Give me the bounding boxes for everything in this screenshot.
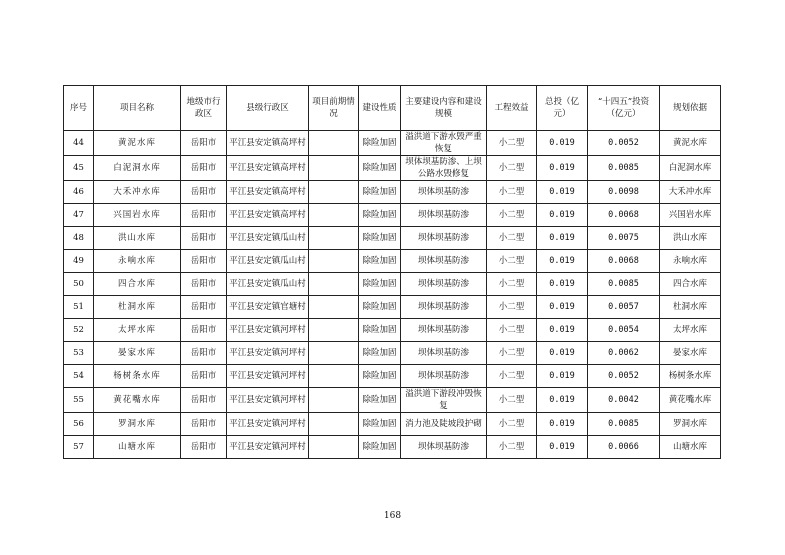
table-row — [64, 388, 721, 413]
cell-14th-fyp-investment: 0.0075 — [588, 227, 660, 250]
cell-prefecture: 岳阳市 — [181, 436, 227, 459]
cell-preliminary — [309, 273, 359, 296]
header-index: 序号 — [64, 86, 94, 131]
cell-total-investment: 0.019 — [537, 365, 588, 388]
cell-preliminary — [309, 204, 359, 227]
cell-county: 平江县安定镇瓜山村 — [227, 273, 309, 296]
cell-construction-type: 除险加固 — [359, 250, 401, 273]
cell-prefecture: 岳阳市 — [181, 131, 227, 156]
cell-14th-fyp-investment: 0.0068 — [588, 250, 660, 273]
cell-construction-type: 除险加固 — [359, 319, 401, 342]
cell-prefecture: 岳阳市 — [181, 156, 227, 181]
cell-index: 50 — [64, 273, 94, 296]
cell-project-name: 白泥洞水库 — [94, 156, 181, 181]
cell-benefit: 小二型 — [487, 388, 537, 413]
cell-county: 平江县安定镇官塘村 — [227, 296, 309, 319]
cell-preliminary — [309, 131, 359, 156]
cell-content-scale: 坝体坝基防渗 — [401, 204, 487, 227]
header-county: 县级行政区 — [227, 86, 309, 131]
cell-benefit: 小二型 — [487, 156, 537, 181]
cell-prefecture: 岳阳市 — [181, 273, 227, 296]
header-14th-fyp-investment: “十四五”投资（亿元） — [588, 86, 660, 131]
cell-preliminary — [309, 181, 359, 204]
cell-project-name: 洪山水库 — [94, 227, 181, 250]
cell-planning-basis: 大禾冲水库 — [660, 181, 721, 204]
cell-total-investment: 0.019 — [537, 388, 588, 413]
cell-14th-fyp-investment: 0.0068 — [588, 204, 660, 227]
cell-preliminary — [309, 296, 359, 319]
cell-preliminary — [309, 436, 359, 459]
cell-14th-fyp-investment: 0.0054 — [588, 319, 660, 342]
header-planning-basis: 规划依据 — [660, 86, 721, 131]
cell-project-name: 晏家水库 — [94, 342, 181, 365]
cell-benefit: 小二型 — [487, 204, 537, 227]
page-number: 168 — [383, 511, 402, 521]
cell-content-scale: 坝体坝基防渗 — [401, 181, 487, 204]
cell-prefecture: 岳阳市 — [181, 413, 227, 436]
cell-14th-fyp-investment: 0.0052 — [588, 365, 660, 388]
table-body — [64, 131, 721, 459]
cell-county: 平江县安定镇高坪村 — [227, 204, 309, 227]
header-prefecture: 地级市行政区 — [181, 86, 227, 131]
header-preliminary: 项目前期情况 — [309, 86, 359, 131]
cell-content-scale: 溢洪道下游水毁严重恢复 — [401, 131, 487, 156]
cell-index: 53 — [64, 342, 94, 365]
cell-construction-type: 除险加固 — [359, 227, 401, 250]
table-row — [64, 250, 721, 273]
cell-preliminary — [309, 319, 359, 342]
table-header-row — [64, 86, 721, 131]
cell-prefecture: 岳阳市 — [181, 319, 227, 342]
header-benefit: 工程效益 — [487, 86, 537, 131]
cell-content-scale: 坝体坝基防渗 — [401, 342, 487, 365]
table-row — [64, 319, 721, 342]
table-row — [64, 273, 721, 296]
cell-project-name: 杨树条水库 — [94, 365, 181, 388]
cell-total-investment: 0.019 — [537, 296, 588, 319]
cell-planning-basis: 杜洞水库 — [660, 296, 721, 319]
cell-benefit: 小二型 — [487, 181, 537, 204]
cell-planning-basis: 洪山水库 — [660, 227, 721, 250]
cell-index: 45 — [64, 156, 94, 181]
cell-planning-basis: 永响水库 — [660, 250, 721, 273]
cell-index: 47 — [64, 204, 94, 227]
cell-content-scale: 坝体坝基防渗 — [401, 273, 487, 296]
cell-14th-fyp-investment: 0.0066 — [588, 436, 660, 459]
cell-construction-type: 除险加固 — [359, 156, 401, 181]
cell-project-name: 山塘水库 — [94, 436, 181, 459]
cell-planning-basis: 黄花嘴水库 — [660, 388, 721, 413]
cell-prefecture: 岳阳市 — [181, 365, 227, 388]
cell-index: 48 — [64, 227, 94, 250]
cell-planning-basis: 黄泥水库 — [660, 131, 721, 156]
header-project-name: 项目名称 — [94, 86, 181, 131]
cell-construction-type: 除险加固 — [359, 273, 401, 296]
cell-planning-basis: 白泥洞水库 — [660, 156, 721, 181]
cell-14th-fyp-investment: 0.0042 — [588, 388, 660, 413]
cell-index: 44 — [64, 131, 94, 156]
cell-index: 55 — [64, 388, 94, 413]
cell-total-investment: 0.019 — [537, 413, 588, 436]
cell-project-name: 太坪水库 — [94, 319, 181, 342]
table-row — [64, 365, 721, 388]
header-construction-type: 建设性质 — [359, 86, 401, 131]
cell-planning-basis: 杨树条水库 — [660, 365, 721, 388]
cell-total-investment: 0.019 — [537, 181, 588, 204]
cell-14th-fyp-investment: 0.0052 — [588, 131, 660, 156]
cell-total-investment: 0.019 — [537, 319, 588, 342]
cell-prefecture: 岳阳市 — [181, 388, 227, 413]
table-row — [64, 342, 721, 365]
cell-preliminary — [309, 227, 359, 250]
cell-content-scale: 坝体坝基防渗 — [401, 227, 487, 250]
cell-county: 平江县安定镇高坪村 — [227, 156, 309, 181]
cell-total-investment: 0.019 — [537, 131, 588, 156]
cell-planning-basis: 四合水库 — [660, 273, 721, 296]
cell-14th-fyp-investment: 0.0085 — [588, 156, 660, 181]
cell-project-name: 罗洞水库 — [94, 413, 181, 436]
cell-planning-basis: 太坪水库 — [660, 319, 721, 342]
cell-prefecture: 岳阳市 — [181, 181, 227, 204]
cell-preliminary — [309, 413, 359, 436]
cell-benefit: 小二型 — [487, 131, 537, 156]
cell-benefit: 小二型 — [487, 319, 537, 342]
cell-preliminary — [309, 250, 359, 273]
header-content-scale: 主要建设内容和建设规模 — [401, 86, 487, 131]
cell-county: 平江县安定镇高坪村 — [227, 131, 309, 156]
cell-county: 平江县安定镇河坪村 — [227, 436, 309, 459]
cell-prefecture: 岳阳市 — [181, 227, 227, 250]
cell-total-investment: 0.019 — [537, 204, 588, 227]
table-row — [64, 204, 721, 227]
cell-content-scale: 坝体坝基防渗 — [401, 319, 487, 342]
cell-14th-fyp-investment: 0.0085 — [588, 413, 660, 436]
cell-total-investment: 0.019 — [537, 273, 588, 296]
cell-14th-fyp-investment: 0.0057 — [588, 296, 660, 319]
cell-project-name: 四合水库 — [94, 273, 181, 296]
cell-construction-type: 除险加固 — [359, 413, 401, 436]
cell-benefit: 小二型 — [487, 413, 537, 436]
cell-project-name: 黄泥水库 — [94, 131, 181, 156]
cell-index: 57 — [64, 436, 94, 459]
cell-construction-type: 除险加固 — [359, 296, 401, 319]
cell-construction-type: 除险加固 — [359, 436, 401, 459]
cell-county: 平江县安定镇河坪村 — [227, 413, 309, 436]
cell-content-scale: 坝体坝基防渗 — [401, 296, 487, 319]
cell-construction-type: 除险加固 — [359, 204, 401, 227]
cell-prefecture: 岳阳市 — [181, 342, 227, 365]
cell-project-name: 杜洞水库 — [94, 296, 181, 319]
cell-prefecture: 岳阳市 — [181, 296, 227, 319]
cell-construction-type: 除险加固 — [359, 342, 401, 365]
cell-index: 49 — [64, 250, 94, 273]
cell-prefecture: 岳阳市 — [181, 204, 227, 227]
cell-index: 54 — [64, 365, 94, 388]
cell-planning-basis: 山塘水库 — [660, 436, 721, 459]
cell-content-scale: 消力池及陡坡段护砌 — [401, 413, 487, 436]
cell-total-investment: 0.019 — [537, 342, 588, 365]
cell-county: 平江县安定镇瓜山村 — [227, 227, 309, 250]
table-row — [64, 131, 721, 156]
cell-benefit: 小二型 — [487, 227, 537, 250]
cell-index: 51 — [64, 296, 94, 319]
cell-preliminary — [309, 388, 359, 413]
table-row — [64, 296, 721, 319]
cell-index: 56 — [64, 413, 94, 436]
cell-benefit: 小二型 — [487, 250, 537, 273]
cell-benefit: 小二型 — [487, 273, 537, 296]
table-row — [64, 227, 721, 250]
cell-content-scale: 坝体坝基防渗 — [401, 436, 487, 459]
cell-benefit: 小二型 — [487, 342, 537, 365]
cell-planning-basis: 晏家水库 — [660, 342, 721, 365]
cell-county: 平江县安定镇河坪村 — [227, 319, 309, 342]
cell-14th-fyp-investment: 0.0098 — [588, 181, 660, 204]
cell-project-name: 大禾冲水库 — [94, 181, 181, 204]
table-row — [64, 413, 721, 436]
cell-14th-fyp-investment: 0.0062 — [588, 342, 660, 365]
cell-content-scale: 坝体坝基防渗 — [401, 250, 487, 273]
cell-index: 46 — [64, 181, 94, 204]
cell-county: 平江县安定镇河坪村 — [227, 365, 309, 388]
cell-planning-basis: 兴国岩水库 — [660, 204, 721, 227]
cell-county: 平江县安定镇瓜山村 — [227, 250, 309, 273]
cell-index: 52 — [64, 319, 94, 342]
cell-benefit: 小二型 — [487, 365, 537, 388]
header-total-investment: 总投（亿元） — [537, 86, 588, 131]
table-row — [64, 181, 721, 204]
cell-total-investment: 0.019 — [537, 156, 588, 181]
cell-project-name: 永响水库 — [94, 250, 181, 273]
project-table — [63, 85, 721, 459]
cell-preliminary — [309, 156, 359, 181]
cell-content-scale: 坝体坝基防渗、上坝公路水毁修复 — [401, 156, 487, 181]
cell-content-scale: 溢洪道下游段冲毁恢复 — [401, 388, 487, 413]
cell-county: 平江县安定镇河坪村 — [227, 342, 309, 365]
cell-preliminary — [309, 365, 359, 388]
cell-construction-type: 除险加固 — [359, 131, 401, 156]
cell-county: 平江县安定镇河坪村 — [227, 388, 309, 413]
cell-content-scale: 坝体坝基防渗 — [401, 365, 487, 388]
cell-county: 平江县安定镇高坪村 — [227, 181, 309, 204]
cell-total-investment: 0.019 — [537, 250, 588, 273]
cell-preliminary — [309, 342, 359, 365]
table-row — [64, 436, 721, 459]
cell-14th-fyp-investment: 0.0085 — [588, 273, 660, 296]
cell-total-investment: 0.019 — [537, 436, 588, 459]
cell-construction-type: 除险加固 — [359, 181, 401, 204]
cell-prefecture: 岳阳市 — [181, 250, 227, 273]
cell-project-name: 黄花嘴水库 — [94, 388, 181, 413]
cell-planning-basis: 罗洞水库 — [660, 413, 721, 436]
table-row — [64, 156, 721, 181]
cell-benefit: 小二型 — [487, 436, 537, 459]
cell-construction-type: 除险加固 — [359, 388, 401, 413]
cell-project-name: 兴国岩水库 — [94, 204, 181, 227]
cell-total-investment: 0.019 — [537, 227, 588, 250]
cell-benefit: 小二型 — [487, 296, 537, 319]
cell-construction-type: 除险加固 — [359, 365, 401, 388]
